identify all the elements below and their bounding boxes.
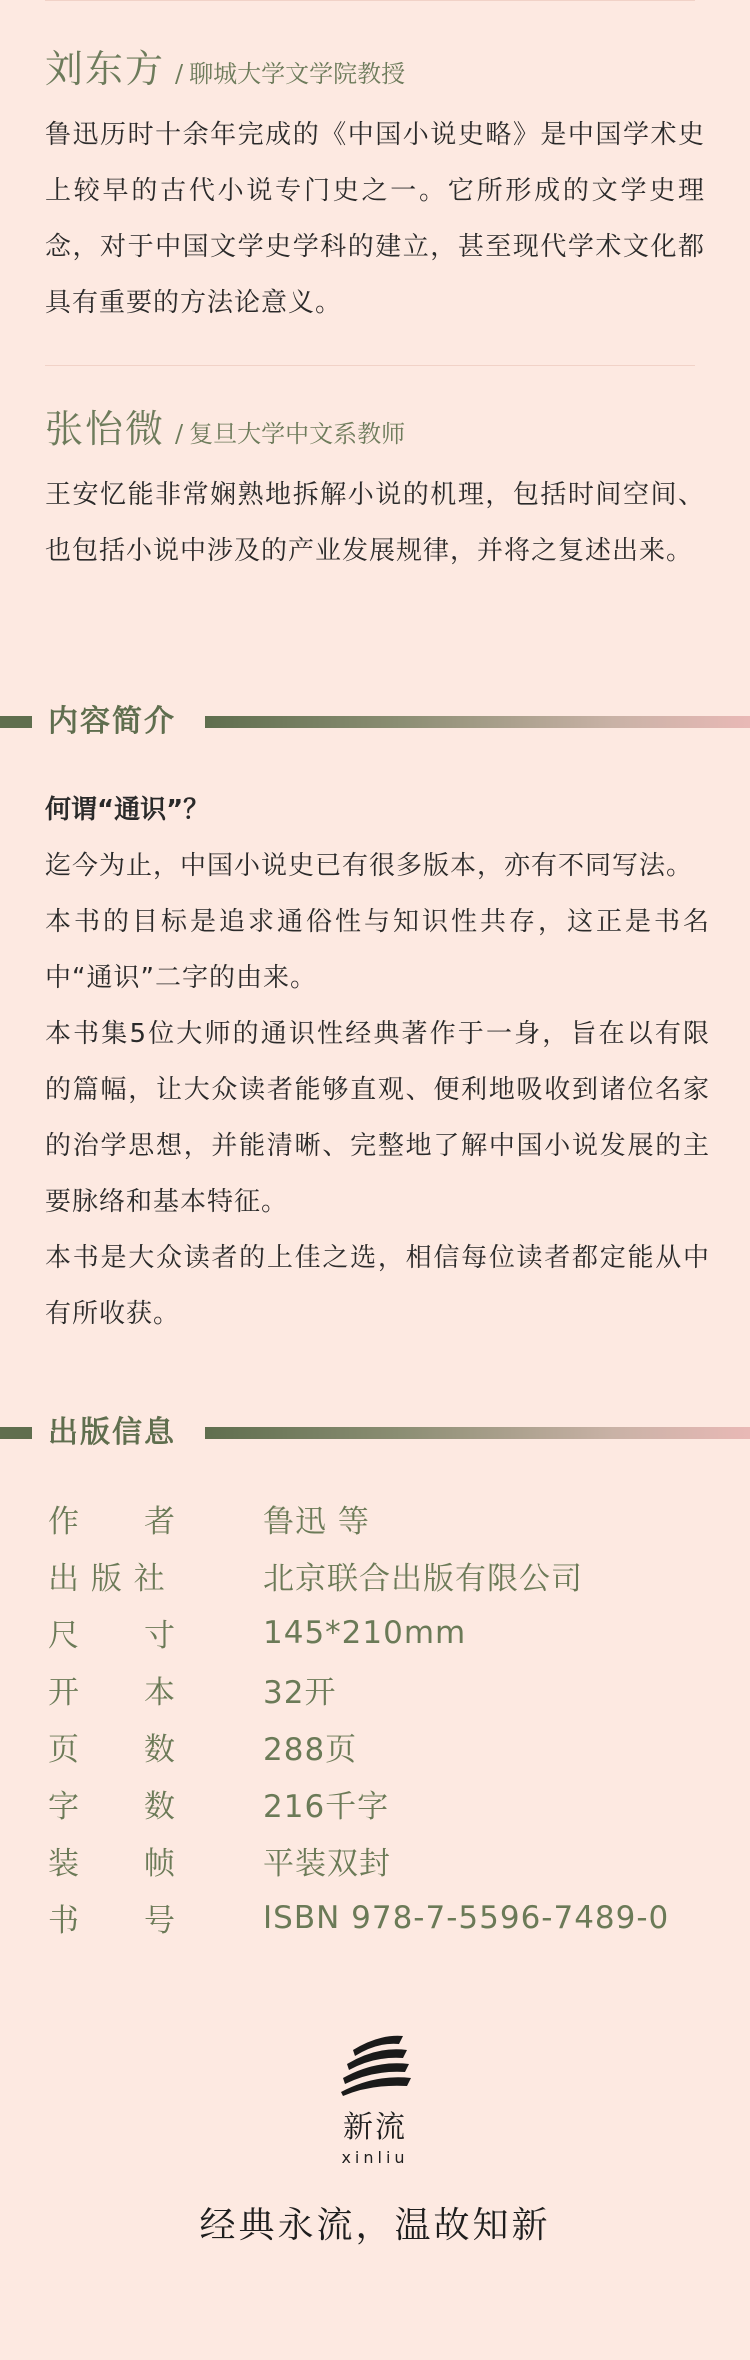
info-label: 尺 寸 (48, 1618, 176, 1654)
info-row-size (48, 1604, 708, 1661)
section-title: 出版信息 (48, 1415, 176, 1450)
info-value: 216千字 (263, 1789, 390, 1825)
info-row-format (48, 1661, 708, 1718)
reviewer-card (45, 398, 705, 579)
intro-content (45, 782, 710, 1342)
info-value: 平装双封 (263, 1846, 391, 1882)
section-left-bar (0, 1427, 32, 1439)
reviewer-divider (45, 365, 695, 366)
info-row-author (48, 1490, 708, 1547)
top-divider (45, 0, 695, 1)
section-title: 内容简介 (48, 704, 176, 739)
info-label: 作 者 (48, 1504, 176, 1540)
section-right-bar (205, 1427, 750, 1439)
section-left-bar (0, 716, 32, 728)
info-row-binding (48, 1832, 708, 1889)
info-row-wordcount (48, 1775, 708, 1832)
reviewer-quote: 王安忆能非常娴熟地拆解小说的机理，包括时间空间、也包括小说中涉及的产业发展规律，并将之复述出来。 (45, 480, 705, 566)
info-row-isbn (48, 1889, 708, 1946)
info-value: 北京联合出版有限公司 (263, 1561, 583, 1597)
intro-section-header (0, 702, 750, 742)
reviewer-title: 复旦大学中文系教师 (189, 420, 406, 448)
intro-paragraph: 本书的目标是追求通俗性与知识性共存，这正是书名中“通识”二字的由来。 (45, 907, 710, 993)
reviewer-header (45, 398, 705, 453)
info-label: 书 号 (48, 1903, 176, 1939)
info-value: 鲁迅 等 (263, 1504, 370, 1540)
reviewer-separator: / (175, 60, 184, 88)
info-label: 出 版 社 (48, 1561, 166, 1597)
info-label: 字 数 (48, 1789, 176, 1825)
info-row-publisher (48, 1547, 708, 1604)
intro-paragraph: 本书是大众读者的上佳之选，相信每位读者都定能从中有所收获。 (45, 1243, 710, 1329)
reviewer-title: 聊城大学文学院教授 (189, 60, 406, 88)
info-value: 32开 (263, 1675, 337, 1711)
info-value: 288页 (263, 1732, 358, 1768)
xinliu-wave-logo-icon (339, 2030, 411, 2096)
publish-info-list (48, 1490, 708, 1946)
intro-question: 何谓“通识”？ (45, 795, 210, 825)
info-value: 145*210mm (263, 1614, 467, 1651)
brand-footer (0, 2030, 750, 2248)
brand-slogan: 经典永流，温故知新 (199, 2205, 551, 2246)
info-label: 装 帧 (48, 1846, 176, 1882)
brand-name: 新流 (343, 2110, 407, 2145)
publish-section-header (0, 1413, 750, 1453)
reviewer-quote: 鲁迅历时十余年完成的《中国小说史略》是中国学术史上较早的古代小说专门史之一。它所形成的文学史理念，对于中国文学史学科的建立，甚至现代学术文化都具有重要的方法论意义。 (45, 120, 705, 318)
info-label: 页 数 (48, 1732, 176, 1768)
info-label: 开 本 (48, 1675, 176, 1711)
info-row-pages (48, 1718, 708, 1775)
section-right-bar (205, 716, 750, 728)
reviewer-card (45, 38, 705, 331)
brand-pinyin: xinliu (341, 2148, 409, 2167)
intro-paragraph: 迄今为止，中国小说史已有很多版本，亦有不同写法。 (45, 851, 694, 881)
reviewer-separator: / (175, 420, 184, 448)
reviewer-name: 张怡微 (45, 407, 166, 451)
reviewer-name: 刘东方 (45, 47, 166, 91)
reviewer-header (45, 38, 705, 93)
intro-paragraph: 本书集5位大师的通识性经典著作于一身，旨在以有限的篇幅，让大众读者能够直观、便利地吸收到诸位名家的治学思想，并能清晰、完整地了解中国小说发展的主要脉络和基本特征。 (45, 1019, 710, 1217)
info-value: ISBN 978-7-5596-7489-0 (263, 1899, 670, 1936)
